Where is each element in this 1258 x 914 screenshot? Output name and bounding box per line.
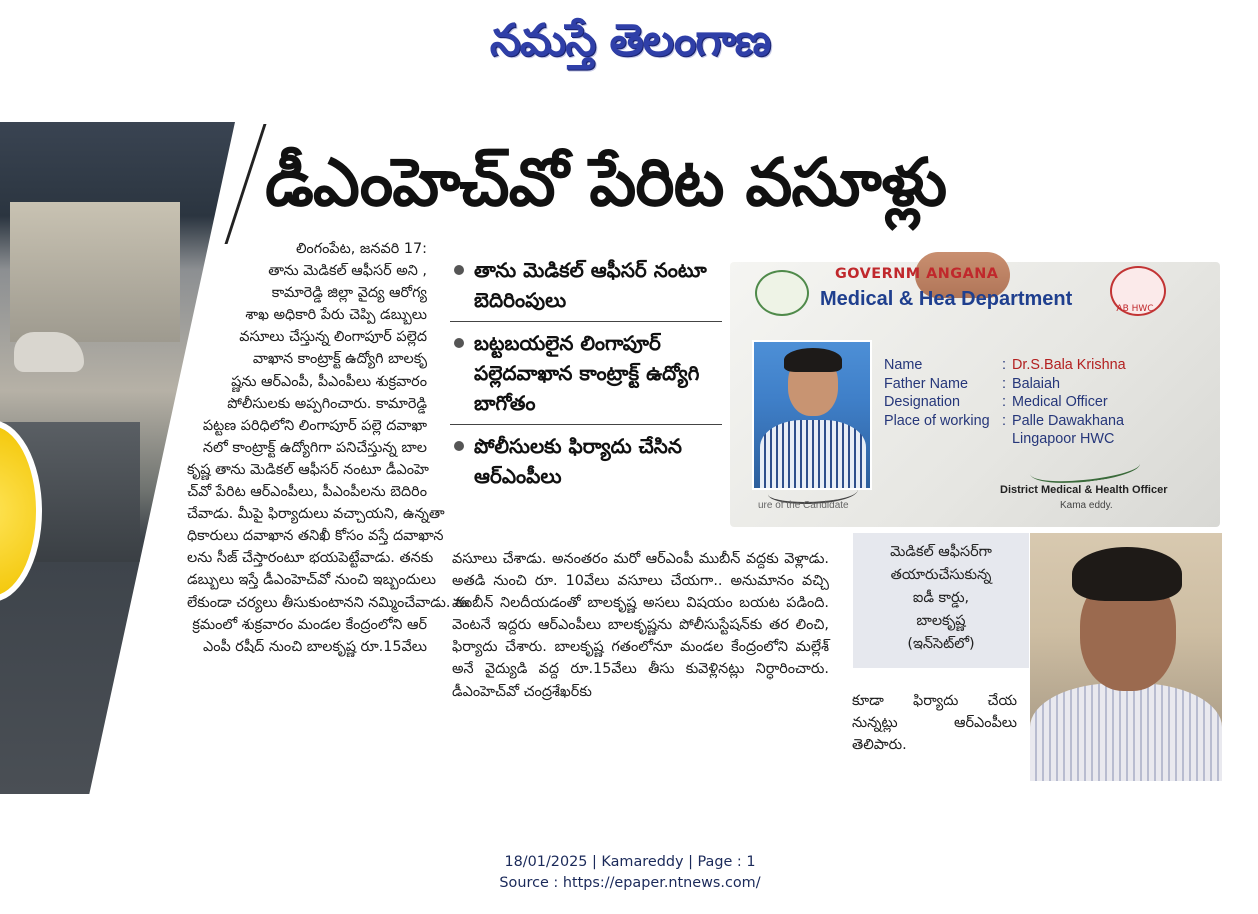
article-line: లేకుండా చర్యలు తీసుకుంటానని నమ్మించేవాడు. ఈ: [187, 594, 470, 611]
inset-hair: [1072, 547, 1182, 601]
card-field-row: [884, 393, 1214, 412]
card-field-colon: :: [1002, 357, 1006, 373]
page-footer: [380, 852, 880, 898]
card-field-row: [884, 412, 1214, 431]
newspaper-masthead: నమస్తే తెలంగాణ: [489, 15, 771, 66]
highlight-text: బట్టబయలైన లింగాపూర్ పల్లెదవాఖాన కాంట్రాక్ట్ ఉద్యోగి బాగోతం: [474, 331, 700, 415]
article-line: డబ్బులు ఇస్తే డీఎంహెచ్‌వో నుంచి ఇబ్బందులు: [187, 572, 436, 589]
caption-line: మెడికల్ ఆఫీసర్‌గా: [890, 544, 992, 560]
card-field-value: Balaiah: [1012, 375, 1061, 392]
article-line: కృష్ణ తాను మెడికల్ ఆఫీసర్ నంటూ డీఎంహె: [187, 461, 429, 478]
portrait-hair: [784, 348, 842, 372]
bullet-icon: [454, 338, 464, 348]
caption-line: తయారుచేసుకున్న: [890, 567, 992, 583]
article-line: లను సీజ్ చేస్తారంటూ భయపెట్టేవాడు. తనకు: [187, 550, 434, 567]
highlight-text: తాను మెడికల్ ఆఫీసర్ నంటూ బెదిరింపులు: [474, 258, 707, 312]
card-officer-label: District Medical & Health Officer: [1000, 484, 1168, 496]
card-government-header: GOVERNM ANGANA: [835, 266, 999, 282]
article-line: చ్‌వో పేరిట ఆర్‌ఎంపీలు, పీఎంపీలను బెదిరిం: [187, 484, 427, 501]
footer-source: Source : https://epaper.ntnews.com/: [499, 875, 761, 891]
inset-shirt: [1030, 683, 1222, 781]
card-field-value: Lingapoor HWC: [1012, 431, 1115, 447]
article-line: వసూలు చేస్తున్న లింగాపూర్ పల్లెద: [239, 329, 427, 346]
card-field-colon: :: [1002, 394, 1006, 410]
card-field-label: Place of working: [884, 412, 990, 429]
article-column-1: [187, 238, 470, 778]
headline: డీఎంహెచ్‌వో పేరిట వసూళ్లు: [265, 144, 947, 221]
caption-line: ఐడీ కార్డు,: [912, 590, 970, 606]
article-line: ధికారులు దవాఖాన తనిఖీ కోసం వస్తే దవాఖాన: [187, 528, 444, 545]
card-field-label: Father Name: [884, 375, 968, 392]
telangana-emblem-icon: [755, 270, 809, 316]
card-department-header: Medical & Hea Department: [820, 288, 1073, 310]
card-field-value: Medical Officer: [1012, 394, 1108, 410]
card-candidate-label: ure of the Candidate: [758, 500, 849, 511]
article-line: శాఖ అధికారి పేరు చెప్పి డబ్బులు: [245, 307, 427, 324]
article-line: లింగంపేట, జనవరి 17:: [295, 241, 427, 257]
article-line: పోలీసులకు అప్పగించారు. కామారెడ్డి: [227, 395, 427, 412]
card-field-label: Designation: [884, 394, 961, 410]
card-ab-hwc-label: AB HWC: [1116, 304, 1154, 314]
card-field-colon: [1002, 430, 1012, 449]
highlight-text: పోలీసులకు ఫిర్యాదు చేసిన ఆర్‌ఎంపీలు: [474, 434, 682, 488]
id-card-photo: [730, 262, 1220, 527]
article-column-2: వసూలు చేశాడు. అనంతరం మరో ఆర్‌ఎంపీ ముబీన్ వద్దకు వెళ్లాడు. అతడి నుంచి రూ. 10వేలు వసూలు చేయగా.. అనుమానం వచ్చి ముబీన్ నిలదీయడంతో బాలకృష్ణ అసలు విషయం బయట పడింది. వెంటనే ఇద్దరు ఆర్‌ఎంపీలు బాలకృష్ణను పోలీసుస్టేషన్‌కు తర లించి, ఫిర్యాదు చేశారు. బాలకృష్ణ గతంలోనూ మండల కేంద్రంలోని మల్లేశ్ అనే వైద్యుడి వద్ద రూ.15వేలు తీసు కువెళ్లినట్లు నిర్ధారించారు. డీఎంహెచ్‌వో చంద్రశేఖర్‌కు: [452, 551, 829, 700]
card-field-row: [884, 356, 1214, 375]
article-line: నలో కాంట్రాక్ట్ ఉద్యోగిగా పనిచేస్తున్న బాల: [202, 439, 427, 456]
article-line: పట్టణ పరిధిలోని లింగాపూర్ పల్లె దవాఖా: [202, 417, 427, 434]
caption-line: బాలకృష్ణ: [916, 613, 966, 629]
card-field-value: Dr.S.Bala Krishna: [1012, 357, 1126, 373]
bullet-icon: [454, 265, 464, 275]
photo-caption: [853, 533, 1029, 668]
card-field-row: [884, 430, 1214, 449]
headline-divider: [225, 124, 267, 244]
card-field-label: Name: [884, 357, 923, 373]
footer-date-page: 18/01/2025 | Kamareddy | Page : 1: [504, 854, 756, 870]
card-field-value: Palle Dawakhana: [1012, 412, 1124, 429]
highlight-item: [450, 431, 722, 497]
card-portrait: [752, 340, 872, 490]
card-field-colon: :: [1002, 412, 1006, 429]
article-line: చేవాడు. మీపై ఫిర్యాదులు వచ్చాయని, ఉన్నతా: [187, 506, 445, 523]
photo-building: [10, 202, 180, 342]
card-field-row: [884, 375, 1214, 394]
article-line: ఎంపీ రషీద్ నుంచి బాలకృష్ణ రూ.15వేలు: [202, 638, 427, 655]
highlight-item: [450, 255, 722, 322]
inset-portrait-photo: [1030, 533, 1222, 781]
bullet-icon: [454, 441, 464, 451]
article-line: ష్ణను ఆర్‌ఎంపీ, పీఎంపీలు శుక్రవారం: [231, 373, 427, 390]
article-column-3: కూడా ఫిర్యాదు చేయ నున్నట్లు ఆర్‌ఎంపీలు తెలిపారు.: [852, 693, 1017, 754]
portrait-shirt: [760, 420, 866, 488]
article-line: వాఖాన కాంట్రాక్ట్ ఉద్యోగి బాలకృ: [252, 351, 427, 368]
card-field-colon: :: [1002, 375, 1006, 392]
article-line: తాను మెడికల్ ఆఫీసర్ అని ,: [268, 263, 427, 280]
card-field-label: [884, 430, 1002, 449]
highlight-list: [450, 255, 722, 515]
article-line: కామారెడ్డి జిల్లా వైద్య ఆరోగ్య: [271, 285, 427, 302]
card-officer-place: Kama eddy.: [1060, 500, 1113, 511]
caption-line: (ఇన్‌సెట్‌లో): [907, 636, 975, 652]
highlight-item: [450, 328, 722, 425]
card-fields: [884, 356, 1214, 456]
article-line: క్రమంలో శుక్రవారం మండల కేంద్రంలోని ఆర్: [192, 616, 427, 633]
